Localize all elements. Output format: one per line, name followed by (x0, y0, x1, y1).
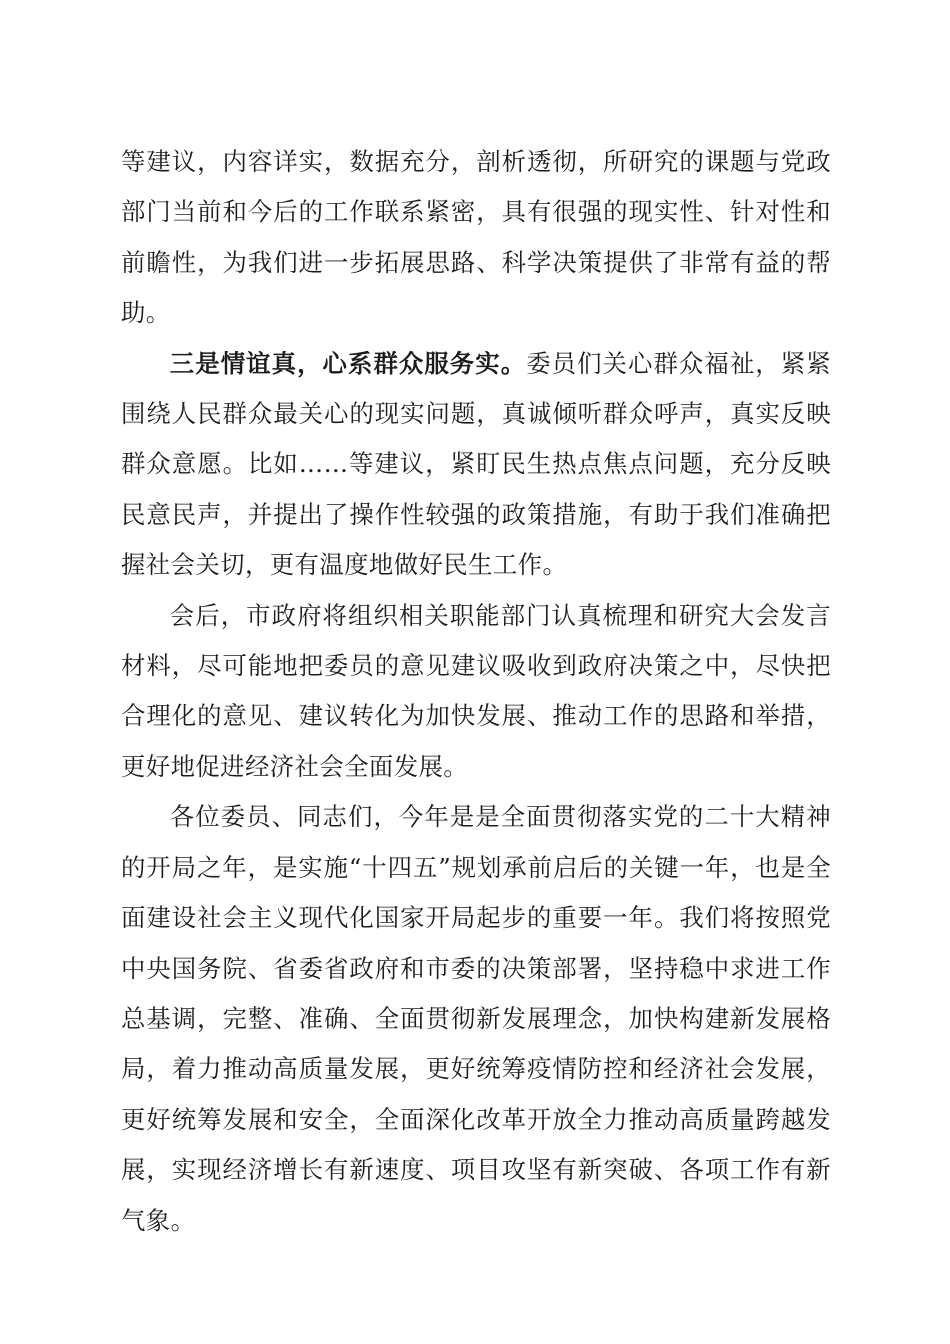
paragraph-lead-heading: 三是情谊真，心系群众服务实。 (169, 348, 527, 378)
paragraph-text: 会后，市政府将组织相关职能部门认真梳理和研究大会发言材料，尽可能地把委员的意见建议吸收到政府决策之中，尽快把合理化的意见、建议转化为加快发展、推动工作的思路和举措，更好地促进经济社会全面发展。 (121, 600, 831, 781)
paragraph-outlook (121, 792, 831, 1246)
paragraph-continuation (121, 137, 831, 339)
paragraph-text: 等建议，内容详实，数据充分，剖析透彻，所研究的课题与党政部门当前和今后的工作联系紧密，具有很强的现实性、针对性和前瞻性，为我们进一步拓展思路、科学决策提供了非常有益的帮助。 (121, 147, 831, 328)
paragraph-text: 各位委员、同志们，今年是是全面贯彻落实党的二十大精神的开局之年，是实施“十四五”规划承前启后的关键一年，也是全面建设社会主义现代化国家开局起步的重要一年。我们将按照党中央国务院、省委省政府和市委的决策部署，坚持稳中求进工作总基调，完整、准确、全面贯彻新发展理念，加快构建新发展格局，着力推动高质量发展，更好统筹疫情防控和经济社会发展，更好统筹发展和安全，全面深化改革开放全力推动高质量跨越发展，实现经济增长有新速度、项目攻坚有新突破、各项工作有新气象。 (121, 802, 831, 1235)
paragraph-text: 委员们关心群众福祉，紧紧围绕人民群众最关心的现实问题，真诚倾听群众呼声，真实反映群众意愿。比如……等建议，紧盯民生热点焦点问题，充分反映民意民声，并提出了操作性较强的政策措施，有助于我们准确把握社会关切，更有温度地做好民生工作。 (121, 348, 831, 580)
paragraph-point-three (121, 339, 831, 591)
document-body (121, 137, 831, 1246)
paragraph-follow-up (121, 591, 831, 793)
